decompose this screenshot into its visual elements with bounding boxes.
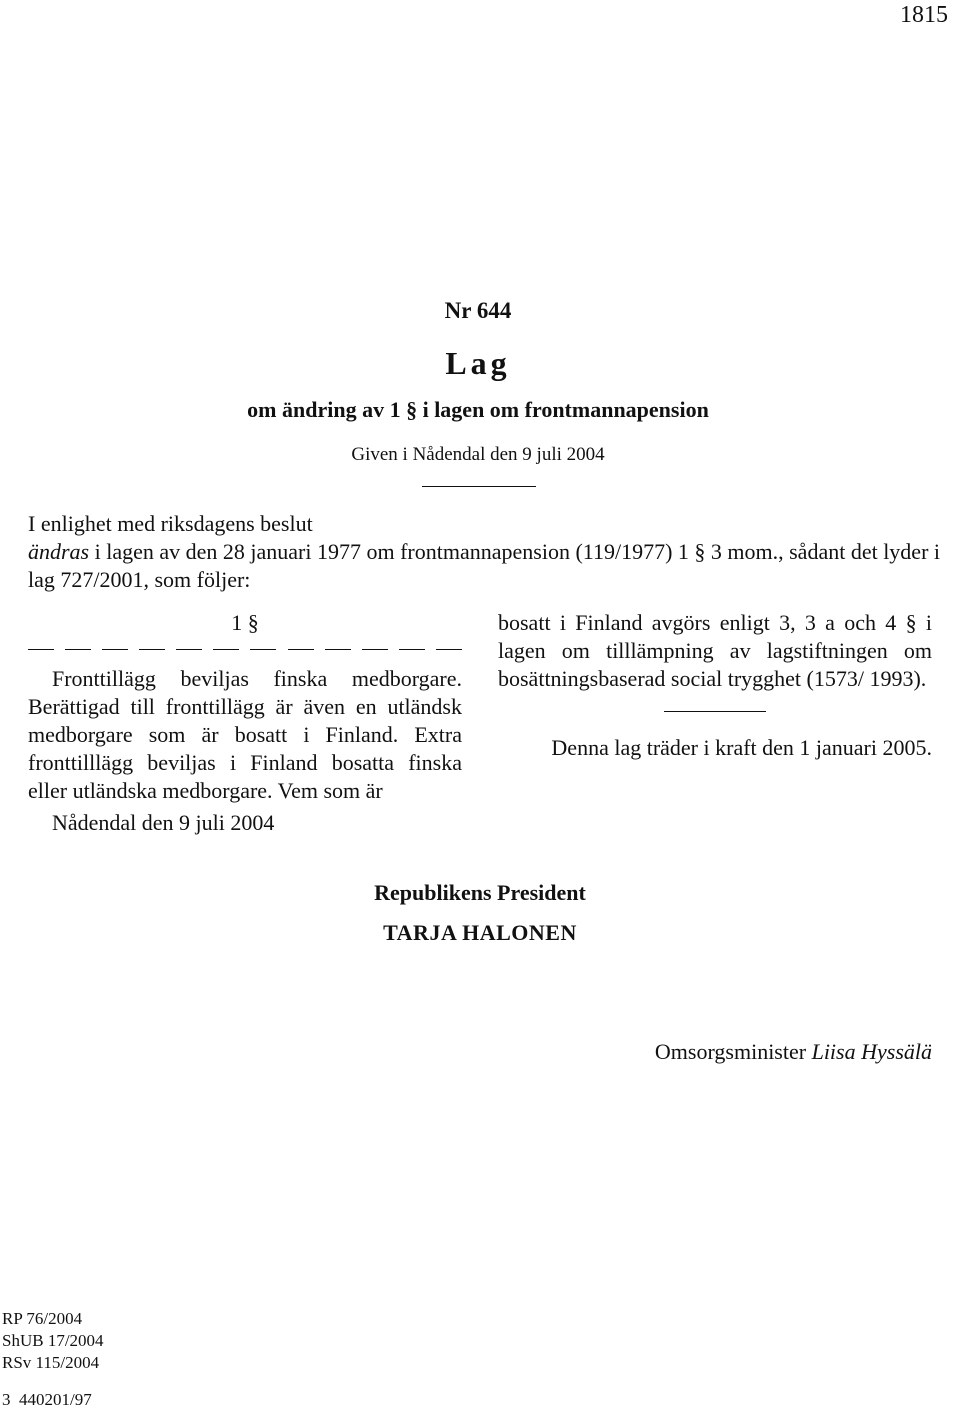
minister-signature [655, 1039, 932, 1065]
section-heading: 1 § [231, 610, 259, 635]
minister-name: Liisa Hyssälä [811, 1039, 932, 1064]
dash [250, 649, 276, 650]
dash [28, 649, 54, 650]
right-column [498, 609, 932, 762]
reference-item: ShUB 17/2004 [2, 1331, 104, 1350]
preamble [28, 510, 960, 594]
reference-item: RP 76/2004 [2, 1309, 83, 1328]
preamble-line-2 [28, 538, 960, 594]
dash [399, 649, 425, 650]
dash [102, 649, 128, 650]
amend-word: ändras [28, 539, 90, 564]
dash [213, 649, 239, 650]
dash [65, 649, 91, 650]
left-column [28, 609, 462, 805]
section-text-left: Fronttillägg beviljas finska medborgare. Berättigad till fronttillägg är även en utländsk medborgare som är bosatt i Finland. Extra fronttilllägg beviljas i Finland bosatta finska eller utländska medborgare. Vem som är [28, 666, 462, 803]
dash [325, 649, 351, 650]
dash [139, 649, 165, 650]
section-text-right: bosatt i Finland avgörs enligt 3, 3 a och 4 § i lagen om tilllämpning av lagstiftningen om bosättningsbaserad social trygghet (1573/ 1993). [498, 610, 932, 691]
entry-into-force: Denna lag träder i kraft den 1 januari 2005. [551, 735, 932, 760]
reference-item: RSv 115/2004 [2, 1353, 100, 1372]
signing-place-date: Nådendal den 9 juli 2004 [52, 810, 275, 835]
dash [362, 649, 388, 650]
section-divider [664, 711, 766, 712]
dash [436, 649, 462, 650]
header-divider [422, 486, 536, 487]
legislative-references [2, 1308, 104, 1374]
preamble-line-1: I enlighet med riksdagens beslut [28, 511, 313, 536]
president-name: TARJA HALONEN [383, 920, 577, 945]
dash [288, 649, 314, 650]
page-number: 1815 [900, 2, 948, 28]
omission-dashes [28, 643, 462, 657]
document-title: Lag [445, 345, 511, 381]
print-code: 3 440201/97 [2, 1390, 92, 1409]
amend-text: i lagen av den 28 januari 1977 om frontmannapension (119/1977) 1 § 3 mom., sådant det lyder i lag 727/2001, som följer: [28, 539, 941, 592]
president-title: Republikens President [374, 880, 586, 905]
dash [176, 649, 202, 650]
given-date: Given i Nådendal den 9 juli 2004 [351, 444, 605, 465]
minister-title: Omsorgsminister [654, 1039, 807, 1064]
statute-number: Nr 644 [444, 298, 512, 323]
document-subject: om ändring av 1 § i lagen om frontmannapension [247, 397, 709, 422]
